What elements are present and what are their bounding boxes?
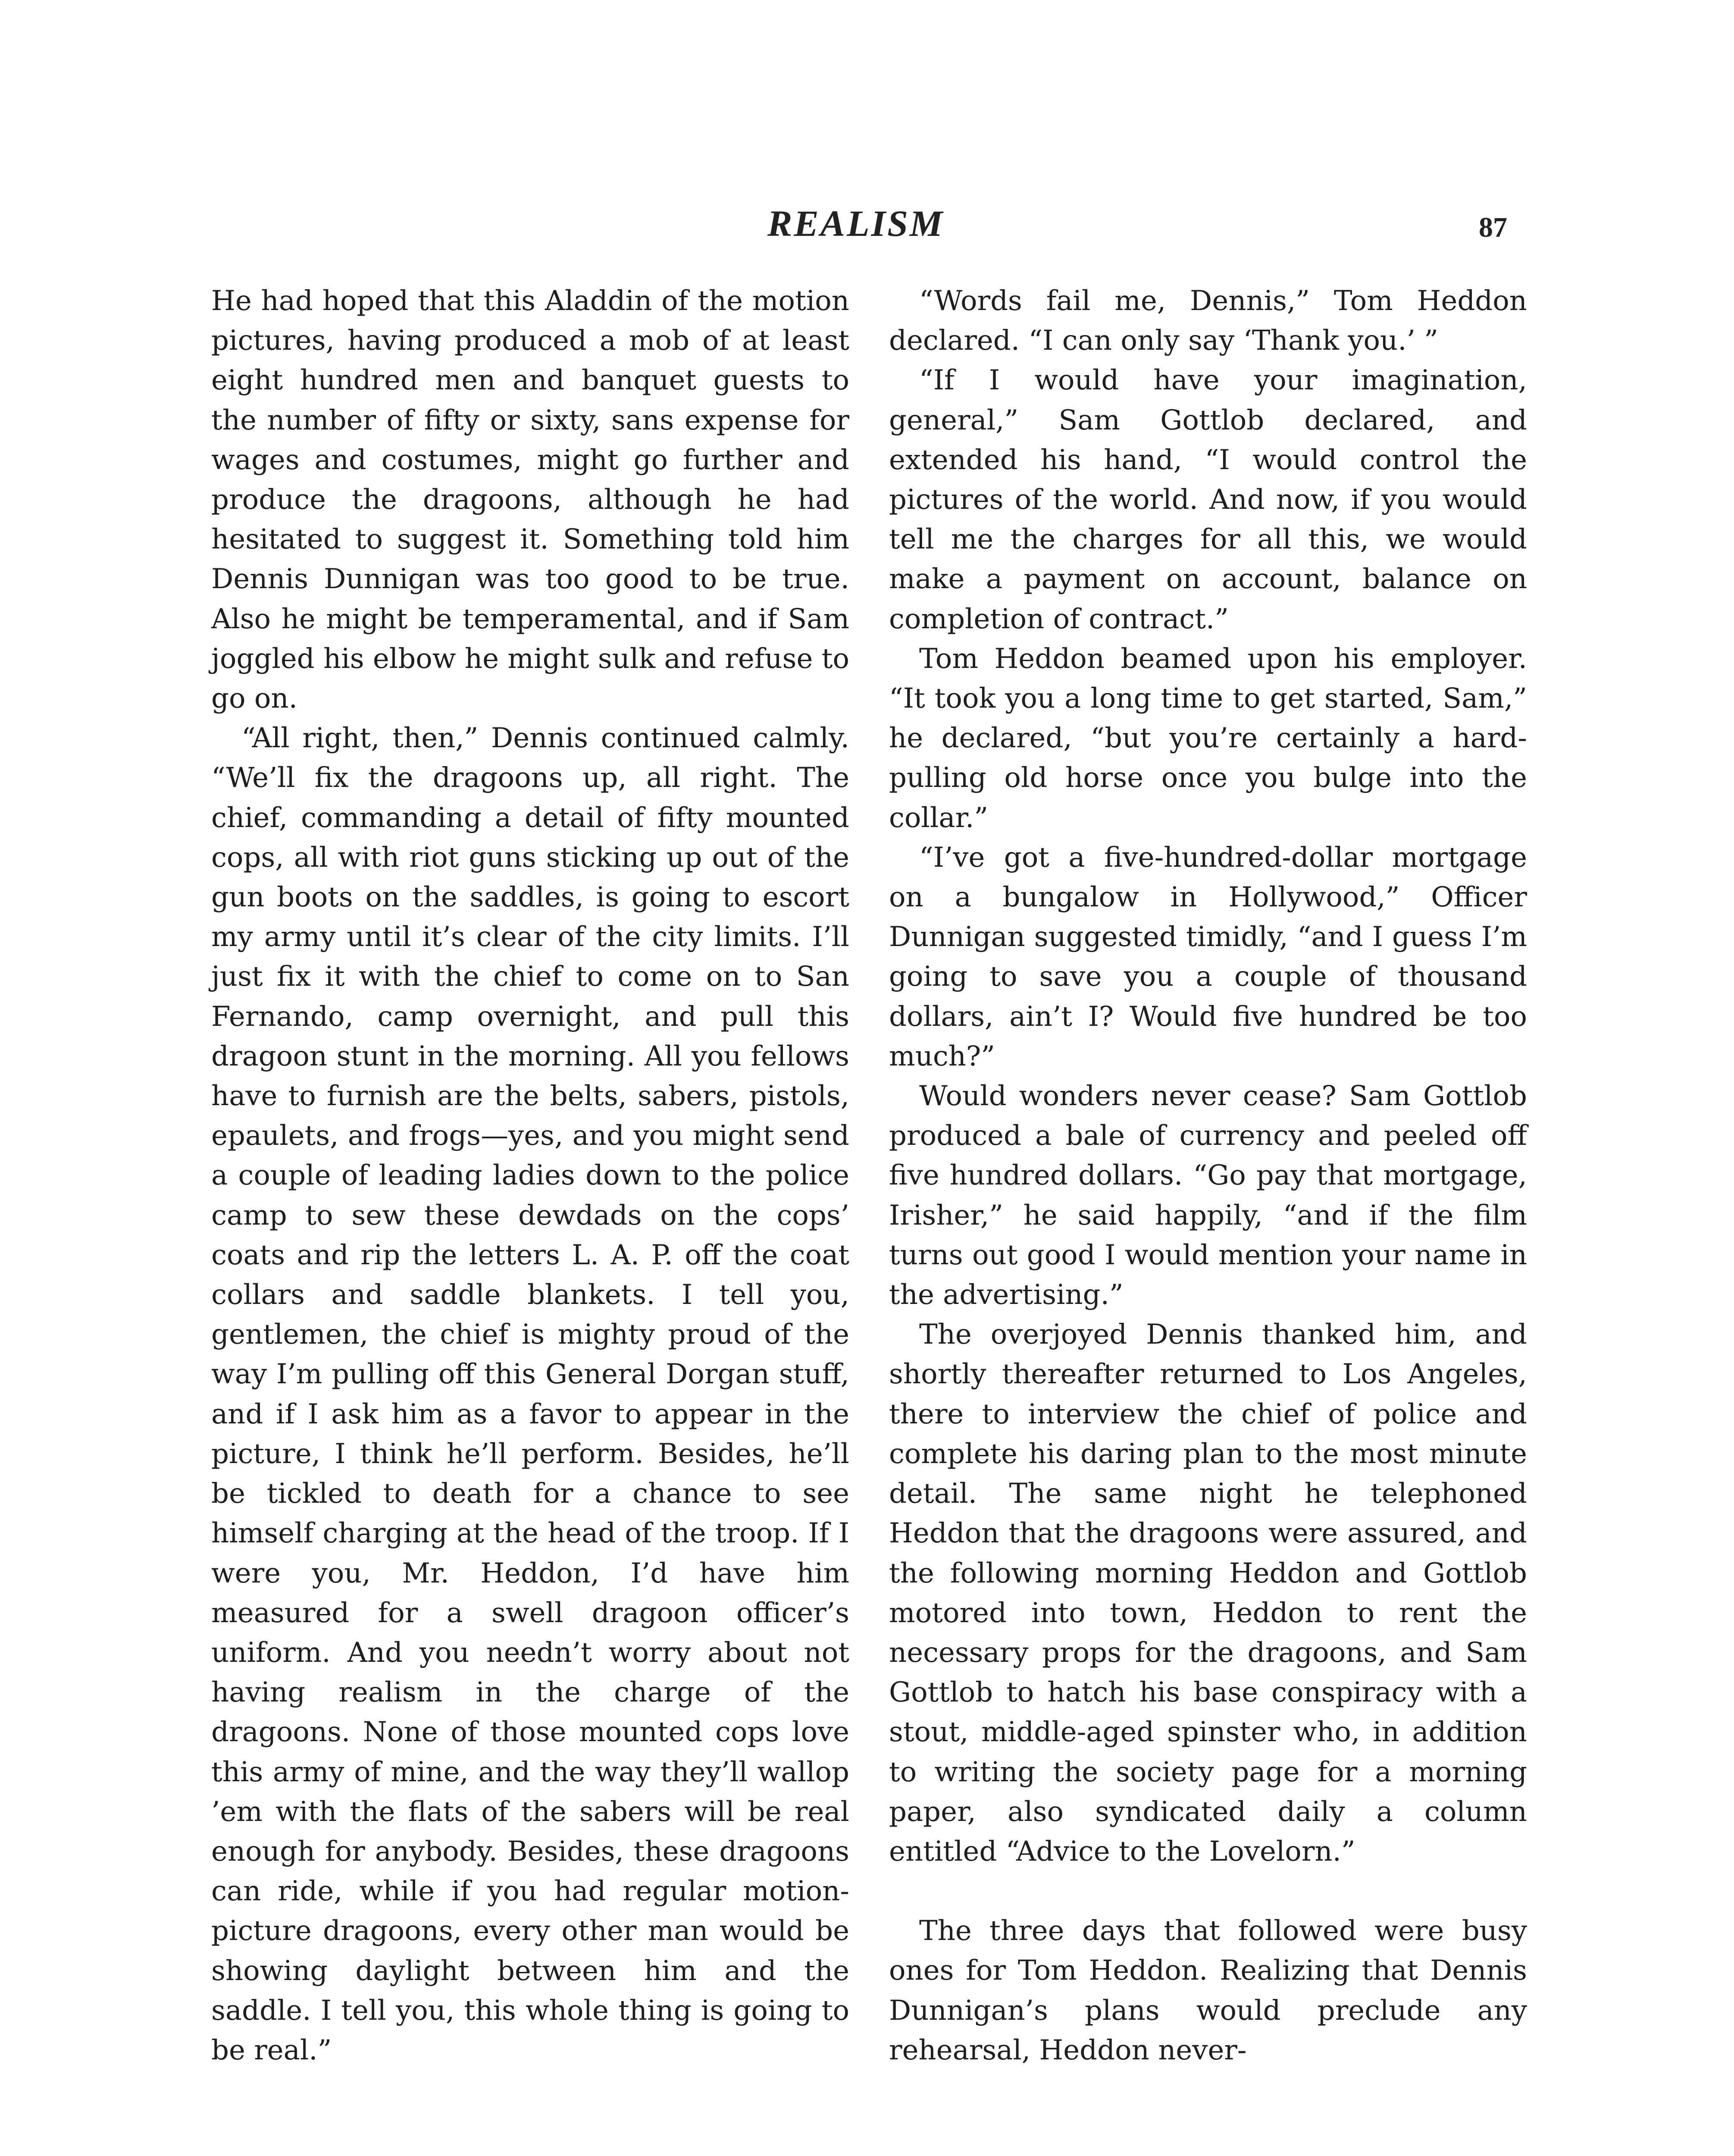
paragraph: Tom Heddon beamed upon his employer. “It took you a long time to get started, Sam,” he declared, “but you’re certainly a hard-pulling old horse once you bulge into the collar.” <box>889 642 1527 834</box>
running-title: REALISM <box>767 203 945 244</box>
left-text-column <box>211 281 849 2070</box>
paragraph: “If I would have your imagination, general,” Sam Gottlob declared, and extended his hand, “I would control the pictures of the world. And now, if you would tell me the charges for all this, we would make a payment on account, balance on completion of contract.” <box>889 364 1527 635</box>
paragraph: The three days that followed were busy ones for Tom Heddon. Realizing that Dennis Dunnigan’s plans would preclude any rehearsal, Heddon never- <box>889 1915 1527 2066</box>
paragraph: “All right, then,” Dennis continued calmly. “We’ll fix the dragoons up, all right. The chief, commanding a detail of fifty mounted cops, all with riot guns sticking up out of the gun boots on the saddles, is going to escort my army until it’s clear of the city limits. I’ll just fix it with the chief to come on to San Fernando, camp overnight, and pull this dragoon stunt in the morning. All you fellows have to furnish are the belts, sabers, pistols, epaulets, and frogs—yes, and you might send a couple of leading ladies down to the police camp to sew these dewdads on the cops’ coats and rip the letters L. A. P. off the coat collars and saddle blankets. I tell you, gentlemen, the chief is mighty proud of the way I’m pulling off this General Dorgan stuff, and if I ask him as a favor to appear in the picture, I think he’ll perform. Besides, he’ll be tickled to death for a chance to see himself charging at the head of the troop. If I were you, Mr. Heddon, I’d have him measured for a swell dragoon officer’s uniform. And you needn’t worry about not having realism in the charge of the dragoons. None of those mounted cops love this army of mine, and the way they’ll wallop ’em with the flats of the sabers will be real enough for anybody. Besides, these dragoons can ride, while if you had regular motion-picture dragoons, every other man would be showing daylight between him and the saddle. I tell you, this whole thing is going to be real.” <box>211 722 849 2066</box>
paragraph: He had hoped that this Aladdin of the motion pictures, having produced a mob of at least eight hundred men and banquet guests to the number of fifty or sixty, sans expense for wages and costumes, might go further and produce the dragoons, although he had hesitated to suggest it. Something told him Dennis Dunnigan was too good to be true. Also he might be temperamental, and if Sam joggled his elbow he might sulk and refuse to go on. <box>211 285 849 715</box>
paragraph: The overjoyed Dennis thanked him, and shortly thereafter returned to Los Angeles, there to interview the chief of police and complete his daring plan to the most minute detail. The same night he telephoned Heddon that the dragoons were assured, and the following morning Heddon and Gottlob motored into town, Heddon to rent the necessary props for the dragoons, and Sam Gottlob to hatch his base conspiracy with a stout, middle-aged spinster who, in addition to writing the society page for a morning paper, also syndicated daily a column entitled “Advice to the Lovelorn.” <box>889 1319 1527 1868</box>
paragraph: Would wonders never cease? Sam Gottlob produced a bale of currency and peeled off five hundred dollars. “Go pay that mortgage, Irisher,” he said happily, “and if the film turns out good I would mention your name in the advertising.” <box>889 1080 1527 1311</box>
right-text-column <box>889 281 1527 2070</box>
page-number: 87 <box>1479 212 1507 243</box>
paragraph: “Words fail me, Dennis,” Tom Heddon declared. “I can only say ‘Thank you.’ ” <box>889 285 1527 357</box>
paragraph: “I’ve got a five-hundred-dollar mortgage on a bungalow in Hollywood,” Officer Dunnigan suggested timidly, “and I guess I’m going to save you a couple of thousand dollars, ain’t I? Would five hundred be too much?” <box>889 841 1527 1072</box>
